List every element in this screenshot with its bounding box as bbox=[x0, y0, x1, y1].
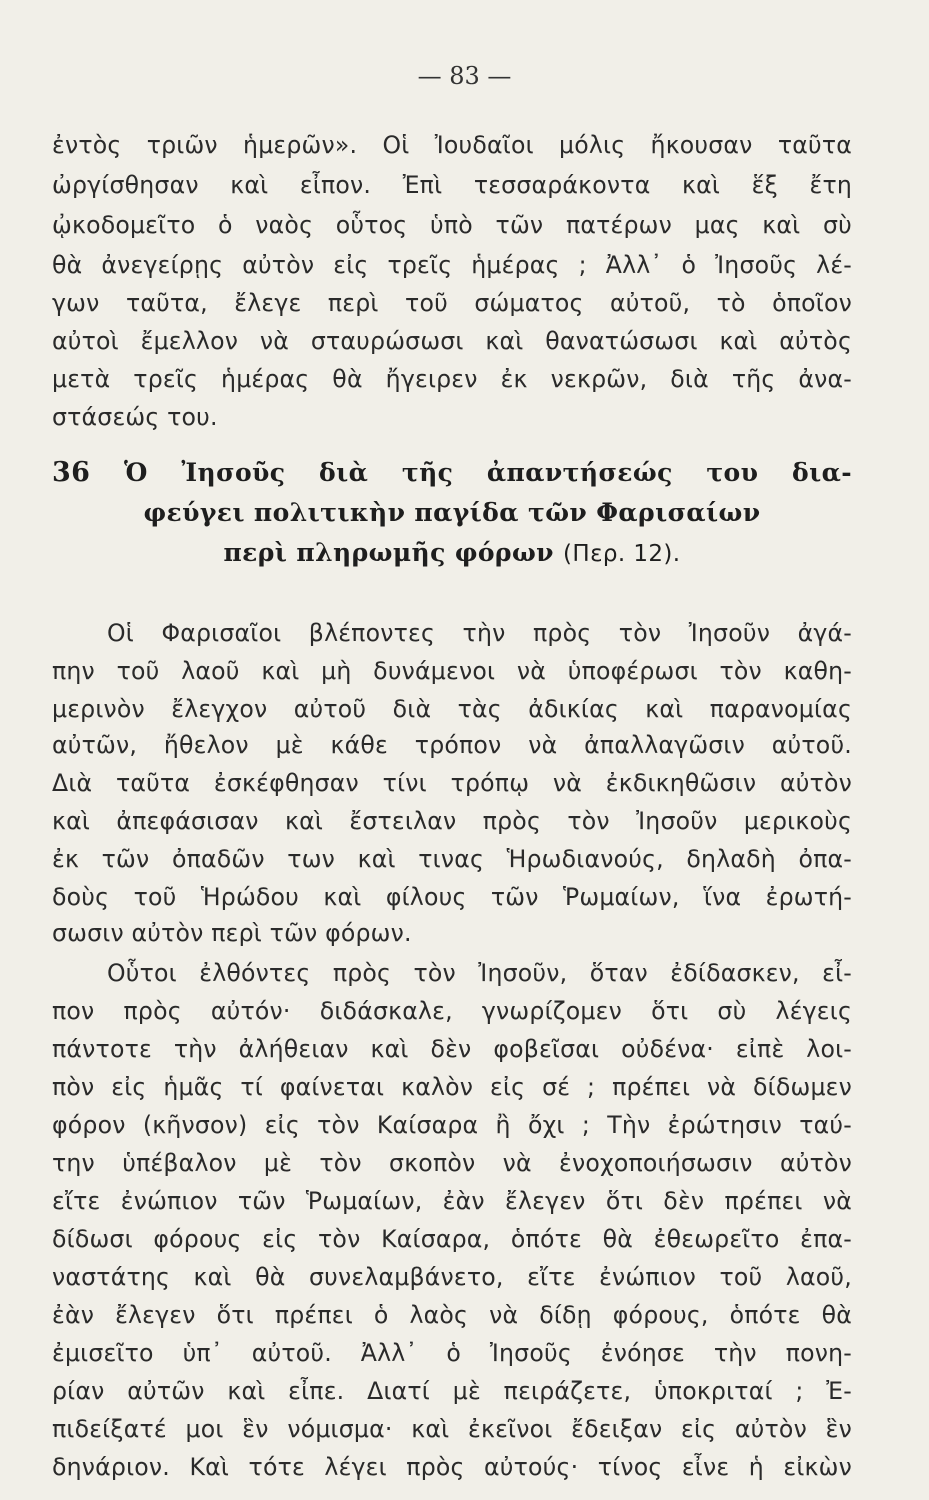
section-reference: (Περ. 12). bbox=[563, 541, 681, 567]
paragraph-line: πον πρὸς αὐτόν· διδάσκαλε, γνωρίζομεν ὅτι σὺ λέγεις bbox=[52, 997, 852, 1025]
section-number: 36 bbox=[52, 457, 91, 488]
paragraph-line: πην τοῦ λαοῦ καὶ μὴ δυνάμενοι νὰ ὑποφέρωσι τὸν καθη- bbox=[52, 657, 852, 685]
text-line: μετὰ τρεῖς ἡμέρας θὰ ἤγειρεν ἐκ νεκρῶν, διὰ τῆς ἀνα- bbox=[52, 365, 852, 393]
text-line: αὐτοὶ ἔμελλον νὰ σταυρώσωσι καὶ θανατώσωσι καὶ αὐτὸς bbox=[52, 327, 852, 355]
section-title-part-1: Ὁ Ἰησοῦς διὰ τῆς ἀπαντήσεώς του δια- bbox=[124, 458, 852, 487]
text-line: ᾠκοδομεῖτο ὁ ναὸς οὗτος ὑπὸ τῶν πατέρων μας καὶ σὺ bbox=[52, 211, 852, 239]
paragraph-line: Διὰ ταῦτα ἐσκέφθησαν τίνι τρόπῳ νὰ ἐκδικηθῶσιν αὐτὸν bbox=[52, 769, 852, 797]
text-line: θὰ ἀνεγείρῃς αὐτὸν εἰς τρεῖς ἡμέρας ; Ἀλλ᾿ ὁ Ἰησοῦς λέ- bbox=[52, 251, 852, 279]
text-line: ὠργίσθησαν καὶ εἶπον. Ἐπὶ τεσσαράκοντα καὶ ἕξ ἔτη bbox=[52, 171, 852, 199]
paragraph-line: πὸν εἰς ἡμᾶς τί φαίνεται καλὸν εἰς σέ ; πρέπει νὰ δίδωμεν bbox=[52, 1073, 852, 1101]
section-heading-line-1 bbox=[52, 458, 852, 488]
paragraph-line: δοὺς τοῦ Ἡρώδου καὶ φίλους τῶν Ῥωμαίων, ἵνα ἐρωτή- bbox=[52, 883, 852, 911]
paragraph-line: εἴτε ἐνώπιον τῶν Ῥωμαίων, ἐὰν ἔλεγεν ὅτι δὲν πρέπει νὰ bbox=[52, 1187, 852, 1215]
paragraph-line: ρίαν αὐτῶν καὶ εἶπε. Διατί μὲ πειράζετε, ὑποκριταί ; Ἐ- bbox=[52, 1377, 852, 1405]
text-line: στάσεώς του. bbox=[52, 403, 218, 431]
paragraph-line: φόρον (κῆνσον) εἰς τὸν Καίσαρα ἢ ὄχι ; Τὴν ἐρώτησιν ταύ- bbox=[52, 1111, 852, 1139]
text-line: γων ταῦτα, ἔλεγε περὶ τοῦ σώματος αὐτοῦ, τὸ ὁποῖον bbox=[52, 289, 852, 317]
paragraph-line: μερινὸν ἔλεγχον αὐτοῦ διὰ τὰς ἀδικίας καὶ παρανομίας bbox=[52, 695, 852, 723]
paragraph-line: Οὗτοι ἐλθόντες πρὸς τὸν Ἰησοῦν, ὅταν ἐδίδασκεν, εἶ- bbox=[107, 959, 852, 987]
paragraph-line: ἐκ τῶν ὀπαδῶν των καὶ τινας Ἡρωδιανούς, δηλαδὴ ὀπα- bbox=[52, 845, 852, 873]
paragraph-line: σωσιν αὐτὸν περὶ τῶν φόρων. bbox=[52, 919, 412, 947]
section-heading-line-2: φεύγει πολιτικὴν παγίδα τῶν Φαρισαίων bbox=[143, 498, 761, 527]
paragraph-line: την ὑπέβαλον μὲ τὸν σκοπὸν νὰ ἐνοχοποιήσωσιν αὐτὸν bbox=[52, 1149, 852, 1177]
section-title-part-3: περὶ πληρωμῆς φόρων bbox=[223, 538, 554, 567]
paragraph-line: πιδείξατέ μοι ἓν νόμισμα· καὶ ἐκεῖνοι ἔδειξαν εἰς αὐτὸν ἓν bbox=[52, 1415, 852, 1443]
paragraph-line: αὐτῶν, ἤθελον μὲ κάθε τρόπον νὰ ἀπαλλαγῶσιν αὐτοῦ. bbox=[52, 731, 852, 759]
paragraph-line: δίδωσι φόρους εἰς τὸν Καίσαρα, ὁπότε θὰ ἐθεωρεῖτο ἐπα- bbox=[52, 1225, 852, 1253]
paragraph-line: πάντοτε τὴν ἀλήθειαν καὶ δὲν φοβεῖσαι οὐδένα· εἰπὲ λοι- bbox=[52, 1035, 852, 1063]
page-number: — 83 — bbox=[417, 62, 512, 90]
paragraph-line: ἐὰν ἔλεγεν ὅτι πρέπει ὁ λαὸς νὰ δίδῃ φόρους, ὁπότε θὰ bbox=[52, 1301, 852, 1329]
paragraph-line: ἐμισεῖτο ὑπ᾿ αὐτοῦ. Ἀλλ᾿ ὁ Ἰησοῦς ἐνόησε τὴν πονη- bbox=[52, 1339, 852, 1367]
text-line: ἐντὸς τριῶν ἡμερῶν». Οἱ Ἰουδαῖοι μόλις ἤκουσαν ταῦτα bbox=[52, 131, 852, 159]
paragraph-line: δηνάριον. Καὶ τότε λέγει πρὸς αὐτούς· τίνος εἶνε ἡ εἰκὼν bbox=[52, 1453, 852, 1481]
paragraph-line: Οἱ Φαρισαῖοι βλέποντες τὴν πρὸς τὸν Ἰησοῦν ἀγά- bbox=[107, 619, 852, 647]
paragraph-line: καὶ ἀπεφάσισαν καὶ ἔστειλαν πρὸς τὸν Ἰησοῦν μερικοὺς bbox=[52, 807, 852, 835]
paragraph-line: ναστάτης καὶ θὰ συνελαμβάνετο, εἴτε ἐνώπιον τοῦ λαοῦ, bbox=[52, 1263, 852, 1291]
section-heading-line-3 bbox=[52, 538, 852, 569]
